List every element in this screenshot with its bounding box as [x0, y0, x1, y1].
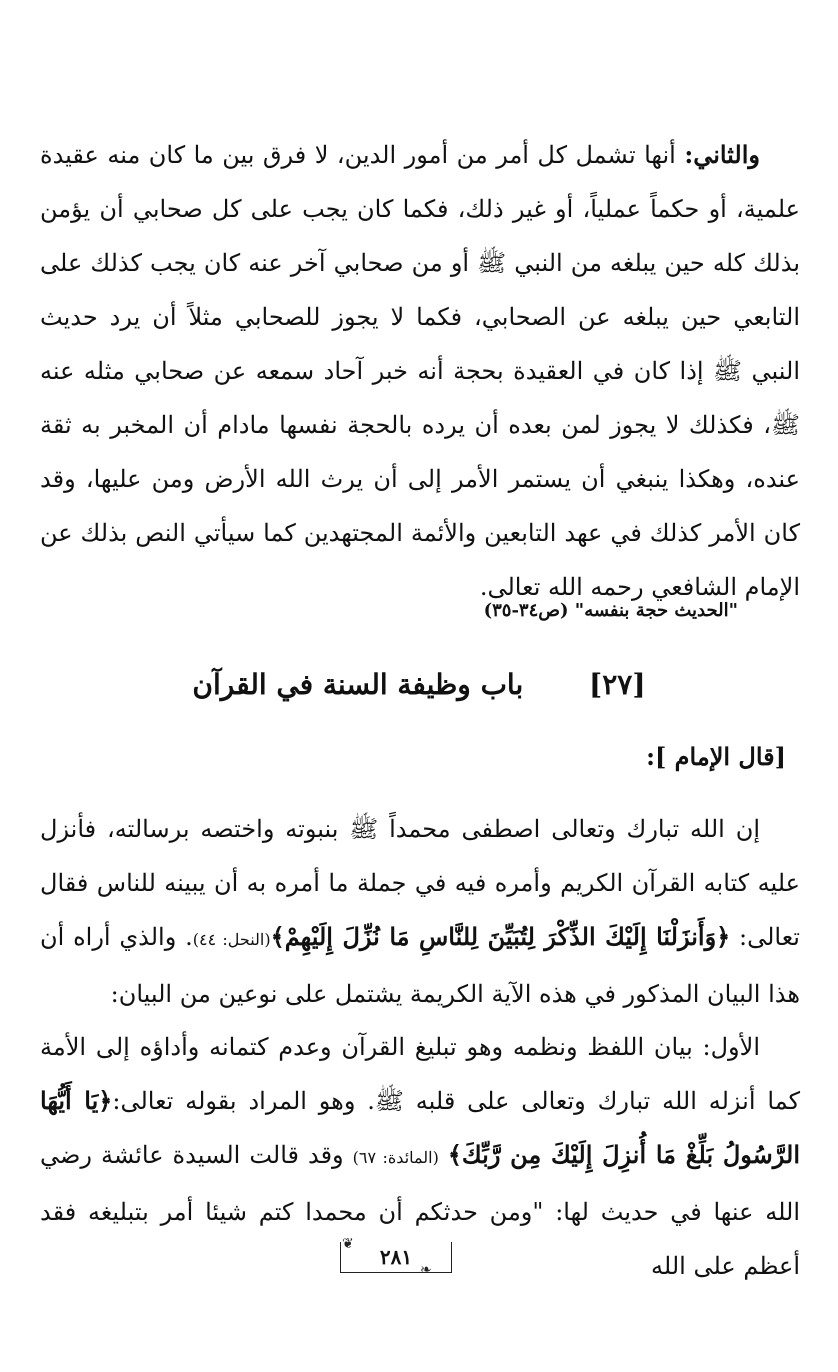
paragraph-text: . والذي أراه أن هذا البيان المذكور في هذه الآية الكريمة يشتمل على نوعين من البيان:: [40, 923, 800, 1008]
paragraph-text: الأول: بيان اللفظ ونظمه وهو تبليغ القرآن وعدم كتمانه وأداؤه إلى الأمة كما أنزله الله تبارك وتعالى على قلبه ﷺ. وهو المراد بقوله تعالى:: [40, 1033, 801, 1115]
page-number-frame: [340, 1242, 452, 1273]
paragraph-second-point: [40, 128, 800, 614]
chapter-number: [٢٧]: [589, 668, 646, 701]
ornament-icon: ❧: [420, 1262, 432, 1278]
paragraph-text: أنها تشمل كل أمر من أمور الدين، لا فرق بين ما كان منه عقيدة علمية، أو حكماً عملياً، أو غير ذلك، فكما كان يجب على كل صحابي أن يؤمن بذلك كله حين يبلغه من النبي ﷺ أو من صحابي آخر عنه كان يجب كذلك على التابعي حين يبلغه عن الصحابي، فكما لا يجوز للصحابي مثلاً أن يرد حديث النبي ﷺ إذا كان في العقيدة بحجة أنه خبر آحاد سمعه عن صحابي مثله عنه ﷺ، فكذلك لا يجوز لمن بعده أن يرده بالحجة نفسها مادام أن المخبر به ثقة عنده، وهكذا ينبغي أن يستمر الأمر إلى أن يرث الله الأرض ومن عليها، وقد كان الأمر كذلك في عهد التابعين والأئمة المجتهدين كما سيأتي النص بذلك عن الإمام الشافعي رحمه الله تعالى.: [40, 141, 800, 601]
page-number: ٢٨١: [379, 1245, 413, 1269]
source-citation: "الحديث حجة بنفسه" (ص٣٤-٣٥): [483, 600, 738, 621]
quran-verse: ﴿وَأَنزَلْنَا إِلَيْكَ الذِّكْرَ لِتُبَيِّنَ لِلنَّاسِ مَا نُزِّلَ إِلَيْهِمْ﴾: [270, 922, 731, 951]
paragraph-intro: [40, 802, 800, 1021]
verse-reference: (النحل: ٤٤): [192, 930, 271, 949]
chapter-heading: [0, 668, 838, 701]
quran-verse: ﴿يَا أَيُّهَا الرَّسُولُ بَلِّغْ مَا أُنزِلَ إِلَيْكَ مِن رَّبِّكَ﴾: [40, 1086, 801, 1169]
ornament-icon: ❦: [342, 1236, 354, 1252]
chapter-title: باب وظيفة السنة في القرآن: [192, 668, 524, 701]
section-label: [قال الإمام ]:: [646, 742, 786, 771]
paragraph-lead: والثاني:: [684, 140, 760, 169]
verse-reference: (المائدة: ٦٧): [352, 1148, 439, 1167]
paragraph-text: إن الله تبارك وتعالى اصطفى محمداً ﷺ بنبوته واختصه برسالته، فأنزل عليه كتابه القرآن الكريم وأمره فيه في جملة ما أمره به أن يبينه للناس فقال تعالى:: [40, 815, 800, 951]
paragraph-text: وقد قالت السيدة عائشة رضي الله عنها في حديث لها: "ومن حدثكم أن محمدا كتم شيئا أمر بتبليغه فقد أعظم على الله: [40, 1141, 800, 1280]
